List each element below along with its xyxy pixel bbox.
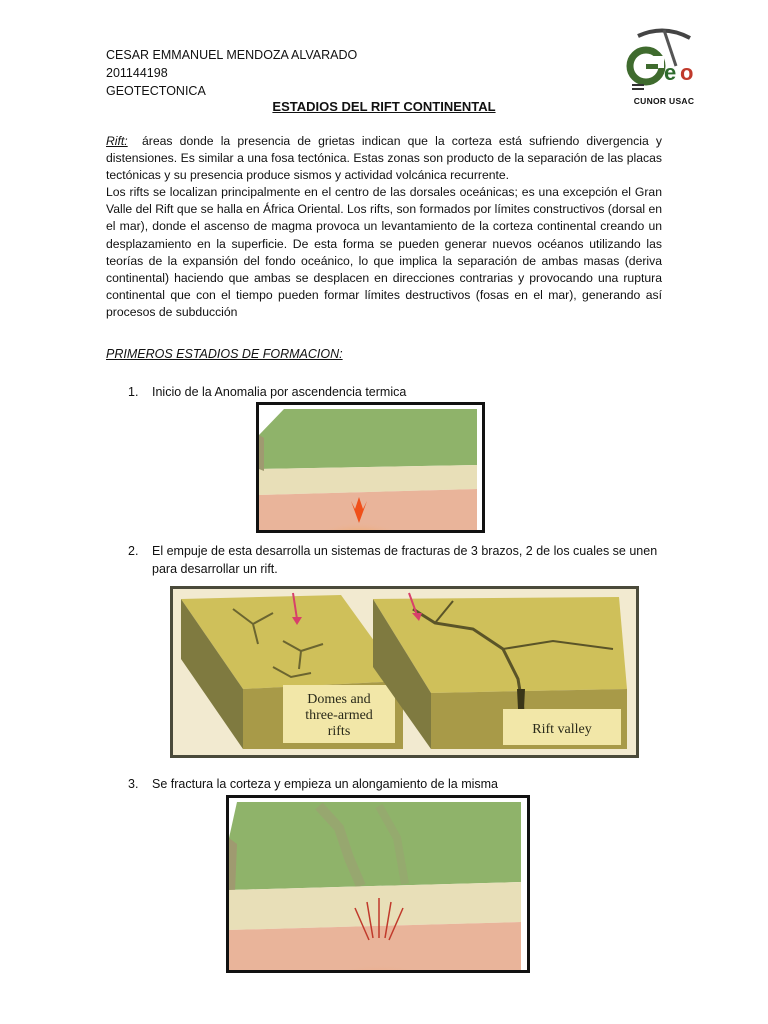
step-3	[128, 775, 662, 793]
author-name: CESAR EMMANUEL MENDOZA ALVARADO	[106, 48, 358, 62]
label-domes-line-2: three-armed	[305, 708, 373, 723]
step-2	[128, 542, 662, 578]
figure-fracture-systems	[170, 586, 639, 758]
label-domes-line-1: Domes and	[307, 692, 371, 707]
student-id: 201144198	[106, 66, 168, 80]
step-3-text: Se fractura la corteza y empieza un alongamiento de la misma	[152, 777, 499, 791]
logo-caption: CUNOR USAC	[633, 96, 695, 106]
section-heading: PRIMEROS ESTADIOS DE FORMACION:	[106, 347, 343, 361]
svg-text:e: e	[664, 60, 677, 85]
fracture-systems-diagram	[173, 589, 636, 755]
body-text	[106, 133, 662, 321]
author-block	[106, 46, 357, 100]
paragraph-rift-definition	[106, 133, 662, 184]
svg-text:o: o	[680, 60, 694, 85]
thermal-anomaly-diagram	[259, 405, 482, 530]
label-rift-valley: Rift valley	[532, 722, 592, 737]
geo-cunor-logo	[624, 26, 704, 106]
step-1-text: Inicio de la Anomalia por ascendencia termica	[152, 385, 407, 399]
paragraph-2: Los rifts se localizan principalmente en el centro de las dorsales oceánicas; es una excepción el Gran Valle del Rift que se halla en África Oriental. Los rifts, son formados por límites constructivos (dorsal en el mar), donde el ascenso de magma provoca un levantamiento de la corteza continental creando un desplazamiento en la superficie. De esta forma se pueden generar nuevos océanos utilizando las teorías de la expansión del fondo oceánico, lo que implica la separación de ambas masas (deriva continental) haciendo que ambas se desplacen en direcciones contrarias y provocando una ruptura continental que con el tiempo pueden formar límites destructivos (fosas en el mar), generando así procesos de subducción	[106, 185, 662, 319]
paragraph-1-text: áreas donde la presencia de grietas indican que la corteza está sufriendo divergencia y distensiones. Es similar a una fosa tectónica. Estas zonas son producto de la separación de las placas tectónicas y su presencia produce sismos y actividad volcánica recurrente.	[106, 134, 662, 183]
step-2-text: El empuje de esta desarrolla un sistemas de fracturas de 3 brazos, 2 de los cuales se unen para desarrollar un rift.	[152, 544, 658, 576]
step-3-number: 3.	[128, 777, 139, 791]
step-1-number: 1.	[128, 385, 139, 399]
figure-thermal-anomaly	[256, 402, 485, 533]
document-title: ESTADIOS DEL RIFT CONTINENTAL	[272, 99, 496, 114]
figure-crust-fracture	[226, 795, 530, 973]
course-name: GEOTECTONICA	[106, 84, 206, 98]
step-1	[128, 383, 662, 401]
crust-fracture-diagram	[229, 798, 527, 970]
rift-term: Rift:	[106, 134, 128, 148]
step-2-number: 2.	[128, 544, 139, 558]
geo-logo-mark	[624, 26, 704, 96]
label-domes-line-3: rifts	[327, 724, 351, 739]
